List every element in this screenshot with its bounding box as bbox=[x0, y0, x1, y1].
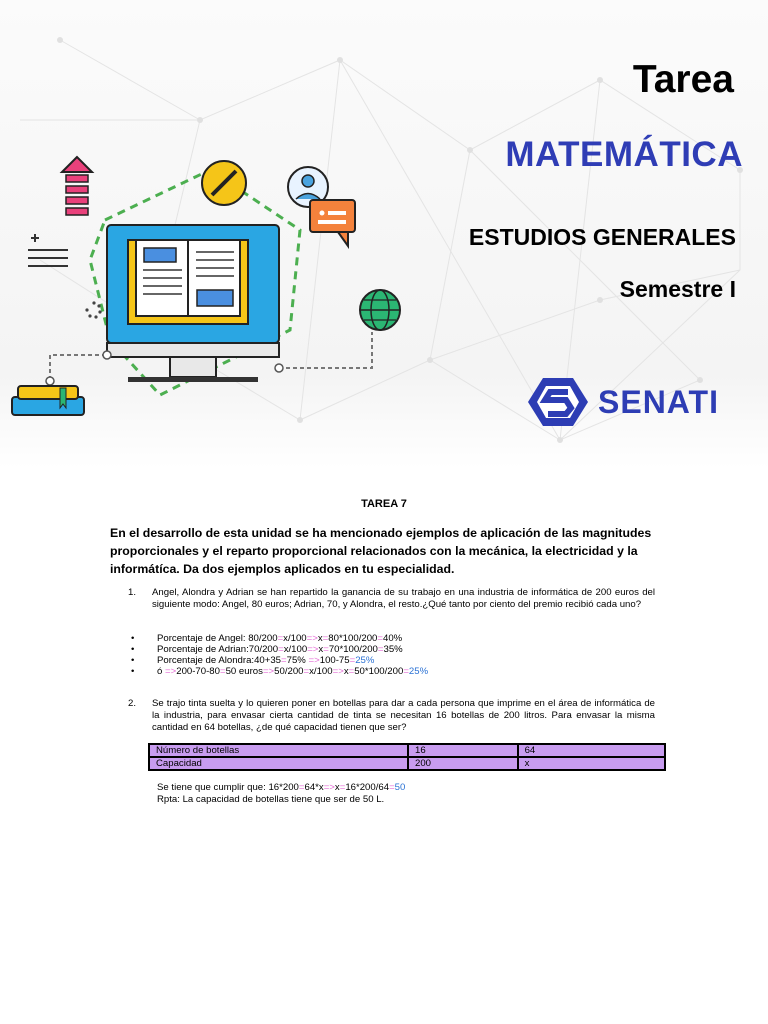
bullet-text bbox=[157, 633, 402, 644]
text-fragment: 50 euros bbox=[225, 666, 263, 677]
text-fragment: 100-75 bbox=[319, 655, 350, 666]
senati-emblem-icon bbox=[528, 376, 588, 428]
text-fragment: => bbox=[323, 782, 335, 793]
books-stack-icon bbox=[12, 386, 84, 415]
text-fragment: => bbox=[262, 666, 275, 677]
text-fragment: 70*100/200 bbox=[328, 644, 378, 655]
bullet-text bbox=[157, 666, 428, 677]
bullet-dot: • bbox=[131, 644, 135, 655]
answer-text: Rpta: La capacidad de botellas tiene que ser de 50 L. bbox=[157, 794, 385, 805]
list-item bbox=[131, 644, 428, 655]
text-fragment: ó bbox=[157, 666, 166, 677]
text-fragment: = bbox=[277, 633, 284, 644]
text-fragment: => bbox=[308, 655, 320, 666]
list-item bbox=[131, 633, 428, 644]
text-fragment: 16*200/64 bbox=[345, 782, 390, 793]
text-fragment: 64*x bbox=[304, 782, 324, 793]
text-fragment: x/100 bbox=[309, 666, 333, 677]
text-fragment: = bbox=[298, 782, 305, 793]
table-cell: 200 bbox=[408, 757, 518, 770]
open-book-icon bbox=[128, 240, 248, 324]
text-fragment: 40% bbox=[382, 633, 403, 644]
text-fragment: = bbox=[403, 666, 409, 677]
text-fragment: 200-70-80 bbox=[176, 666, 220, 677]
text-fragment: => bbox=[165, 666, 177, 677]
homework-title: TAREA 7 bbox=[361, 498, 407, 510]
pen-icon bbox=[202, 161, 246, 205]
text-fragment: = bbox=[389, 782, 395, 793]
text-fragment: 75% bbox=[286, 655, 309, 666]
loading-dots-icon bbox=[85, 301, 101, 318]
text-fragment: x bbox=[317, 633, 323, 644]
question-2-text: Se trajo tinta suelta y lo quieren poner en botellas para dar a cada persona que imprime en el área de informática de la industria, para envasar cierta cantidad de tinta se necesitan 16 botellas de 200 litros. Para envasar la misma cantidad en 64 botellas, ¿de qué capacidad tienen que ser? bbox=[152, 698, 655, 733]
text-fragment: x/100 bbox=[283, 644, 308, 655]
table-cell: 64 bbox=[518, 744, 665, 757]
bullet-list bbox=[131, 633, 428, 677]
bullet-text bbox=[157, 655, 374, 666]
text-fragment: x bbox=[343, 666, 349, 677]
cover-tarea: Tarea bbox=[632, 58, 734, 101]
text-fragment: 50/200 bbox=[274, 666, 304, 677]
text-fragment: = bbox=[322, 633, 329, 644]
intro-paragraph: En el desarrollo de esta unidad se ha mencionado ejemplos de aplicación de las magnitudes proporcionales y el reparto proporcional relacionados con la mecánica, la electricidad y la informátíca. Da dos ejemplos aplicados en tu especialidad. bbox=[110, 526, 652, 576]
text-fragment: Porcentaje de Adrian:70/200 bbox=[157, 644, 279, 655]
text-fragment: 50 bbox=[394, 782, 406, 793]
text-fragment: 25% bbox=[355, 655, 375, 666]
text-fragment: = bbox=[348, 666, 355, 677]
senati-logo bbox=[528, 376, 719, 428]
table-cell: 16 bbox=[408, 744, 518, 757]
cover-subject: MATEMÁTICA bbox=[505, 135, 743, 174]
answer-block bbox=[157, 782, 405, 806]
upload-arrow-icon bbox=[62, 157, 92, 215]
cover-banner bbox=[0, 0, 768, 468]
text-fragment: = bbox=[303, 666, 310, 677]
text-fragment: = bbox=[377, 644, 384, 655]
text-fragment: x bbox=[318, 644, 324, 655]
text-fragment: 35% bbox=[383, 644, 403, 655]
text-fragment: x/100 bbox=[283, 633, 307, 644]
table-row bbox=[149, 757, 665, 770]
education-illustration bbox=[0, 140, 420, 440]
answer-equation bbox=[157, 782, 405, 794]
table-cell: Número de botellas bbox=[149, 744, 408, 757]
list-item bbox=[131, 655, 428, 666]
list-item bbox=[131, 666, 428, 677]
text-fragment: = bbox=[323, 644, 329, 655]
text-fragment: x bbox=[334, 782, 340, 793]
bullet-dot: • bbox=[131, 655, 135, 666]
text-fragment: = bbox=[281, 655, 287, 666]
text-fragment: 80*100/200 bbox=[328, 633, 378, 644]
chat-bubble-icon bbox=[310, 200, 355, 246]
bottles-table bbox=[148, 743, 666, 771]
text-fragment: 25% bbox=[408, 666, 429, 677]
text-fragment: = bbox=[349, 655, 356, 666]
text-fragment: = bbox=[377, 633, 383, 644]
table-row bbox=[149, 744, 665, 757]
text-fragment: Se tiene que cumplir que: 16*200 bbox=[157, 782, 299, 793]
cover-program: ESTUDIOS GENERALES bbox=[468, 224, 736, 250]
text-fragment: = bbox=[339, 782, 346, 793]
text-fragment: = bbox=[219, 666, 226, 677]
text-fragment: Porcentaje de Alondra:40+35 bbox=[157, 655, 282, 666]
senati-logo-text: SENATI bbox=[598, 383, 719, 420]
cover-semester: Semestre I bbox=[619, 276, 736, 302]
text-fragment: = bbox=[278, 644, 284, 655]
text-fragment: Porcentaje de Angel: 80/200 bbox=[157, 633, 278, 644]
text-fragment: => bbox=[307, 644, 319, 655]
globe-icon bbox=[360, 290, 400, 330]
question-1-text: Angel, Alondra y Adrian se han repartido la ganancia de su trabajo en una industria de informática de 200 euros del siguiente modo: Angel, 80 euros; Adrian, 70, y Alondra, el resto.¿Qué tanto por ciento del premio recibió cada uno? bbox=[152, 587, 655, 610]
text-fragment: => bbox=[332, 666, 344, 677]
table-cell: Capacidad bbox=[149, 757, 408, 770]
text-lines-icon bbox=[28, 234, 68, 266]
text-fragment: 50*100/200 bbox=[354, 666, 404, 677]
text-fragment: => bbox=[306, 633, 318, 644]
question-2-number: 2. bbox=[128, 698, 137, 709]
bullet-dot: • bbox=[131, 666, 135, 677]
bullet-text bbox=[157, 644, 403, 655]
question-1-number: 1. bbox=[128, 587, 137, 598]
bullet-dot: • bbox=[131, 633, 135, 644]
table-cell: x bbox=[518, 757, 665, 770]
